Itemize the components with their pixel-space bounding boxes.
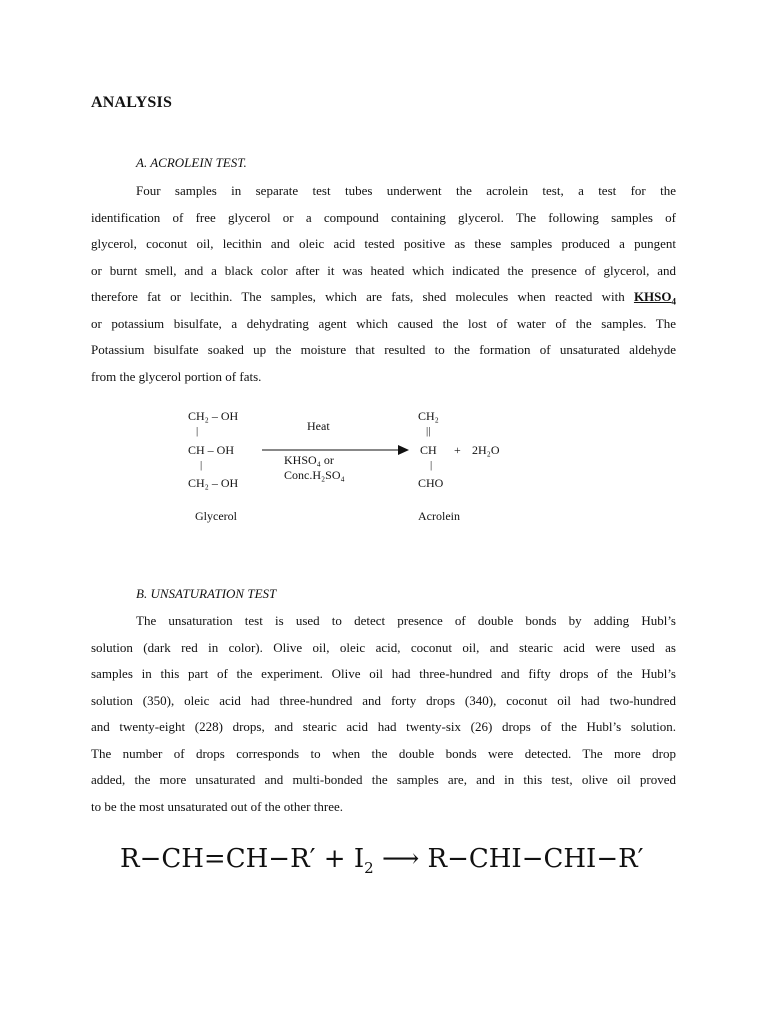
paragraph-line: solution (350), oleic acid had three-hundred and forty drops (340), coconut oil had two-hundred [91,692,676,708]
khso4-base: KHSO [633,289,672,304]
single-bond-mark: | [196,425,199,437]
paragraph-line: Potassium bisulfate soaked up the moisture that resulted to the formation of unsaturated aldehyde [91,342,676,357]
equation-arrow: ⟶ [381,844,420,874]
glycerol-line-2: CH – OH [188,443,235,457]
glycerol-line-3: CH₂ – OH [188,476,239,490]
paragraph-line: or potassium bisulfate, a dehydrating agent which caused the lost of water of the samples. The [91,315,676,331]
equation-left-subscript: 2 [364,859,374,878]
arrow-label-heat: Heat [307,419,330,433]
glycerol-line-1: CH₂ – OH [188,409,239,423]
paragraph-acrolein [91,178,676,390]
single-bond-mark: | [200,459,203,471]
paragraph-line: solution (dark red in color). Olive oil, oleic acid, coconut oil, and stearic acid were used as [91,639,676,655]
khso4-formula [633,289,676,307]
paragraph-line: identification of free glycerol or a compound containing glycerol. The following samples of [91,209,676,225]
khso4-subscript: 4 [671,296,676,307]
glycerol-label: Glycerol [195,509,237,523]
paragraph-line: Four samples in separate test tubes underwent the acrolein test, a test for the [136,183,676,198]
paragraph-line: to be the most unsaturated out of the other three. [91,798,343,814]
iodine-addition-equation [120,844,644,877]
paragraph-line: or burnt smell, and a black color after it was heated which indicated the presence of glycerol, and [91,262,676,278]
double-bond-mark: || [426,425,431,437]
paragraph-line-text: therefore fat or lecithin. The samples, which are fats, shed molecules when reacted with [91,289,625,304]
paragraph-line: and twenty-eight (228) drops, and stearic acid had twenty-six (26) drops of the Hubl’s solution. [91,719,676,734]
page-heading: ANALYSIS [91,94,173,111]
single-bond-mark: | [430,459,433,471]
water-product: 2H₂O [472,443,500,457]
plus-sign: + [454,443,461,457]
paragraph-line-with-formula [91,284,676,311]
paragraph-line: The number of drops corresponds to when the double bonds were detected. The more drop [91,745,676,761]
acrolein-reaction-diagram [180,405,520,530]
acrolein-line-1: CH₂ [418,409,439,423]
section-title-unsaturation: B. UNSATURATION TEST [136,586,277,601]
equation-right: R−CHI−CHI−R′ [427,844,644,874]
paragraph-line: from the glycerol portion of fats. [91,368,262,384]
paragraph-line: The unsaturation test is used to detect presence of double bonds by adding Hubl’s [136,613,676,628]
arrow-reagent-line-1: KHSO₄ or [284,453,334,467]
arrow-reagent-line-2: Conc.H₂SO₄ [284,468,345,482]
section-title-acrolein: A. ACROLEIN TEST. [136,155,247,170]
acrolein-label: Acrolein [418,509,460,523]
paragraph-unsaturation [91,608,676,820]
paragraph-line: added, the more unsaturated and multi-bonded the samples are, and in this test, olive oil proved [91,772,676,787]
acrolein-line-2: CH [420,443,437,457]
paragraph-line: glycerol, coconut oil, lecithin and oleic acid tested positive as these samples produced a pungent [91,236,676,251]
paragraph-line: samples in this part of the experiment. Olive oil had three-hundred and fifty drops of the Hubl’s [91,666,676,681]
acrolein-line-3: CHO [418,476,444,490]
equation-left: R−CH=CH−R′ + I [120,844,365,874]
